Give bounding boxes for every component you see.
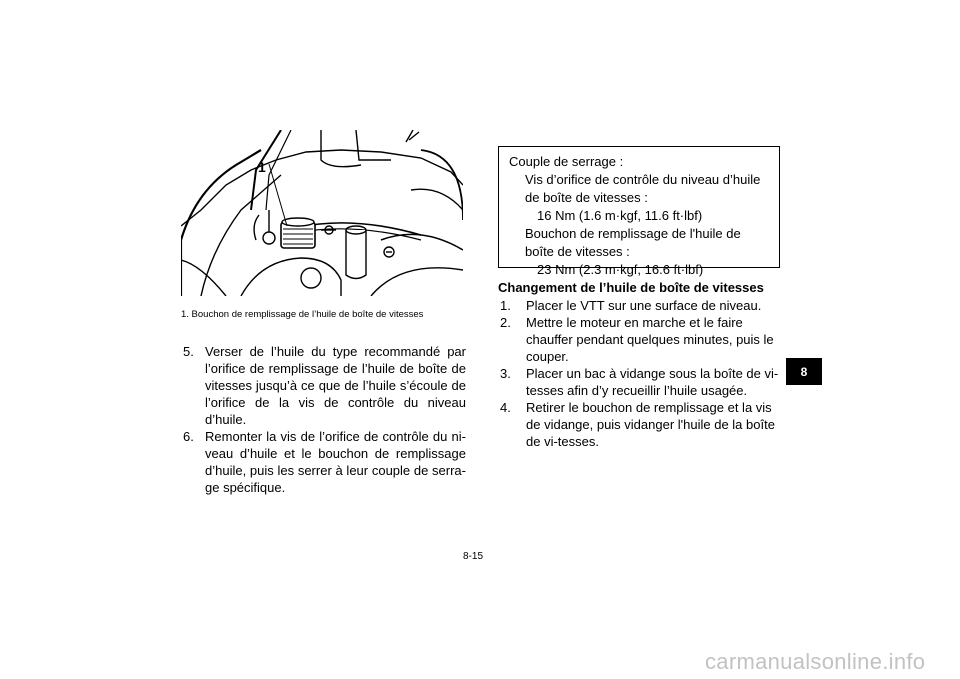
figure-callout-number: 1	[258, 159, 266, 175]
step-number: 4.	[500, 400, 511, 415]
step-text: Remonter la vis de l’orifice de contrôle du ni-veau d’huile et le bouchon de remplissage d’huile, puis les serrer à leur couple de serra-ge spécifique.	[205, 429, 466, 495]
left-steps-list	[183, 343, 466, 496]
step-text: Verser de l’huile du type recommandé par l’orifice de remplissage de l’huile de boîte de vitesses jusqu’à ce que de l’huile s’écoule de l’orifice de la vis de contrôle du niveau d’huile.	[205, 344, 466, 427]
step-number: 1.	[500, 298, 511, 313]
step-4	[500, 399, 784, 450]
step-6	[183, 428, 466, 496]
section-title: Changement de l’huile de boîte de vitesses	[498, 280, 764, 295]
step-text: Mettre le moteur en marche et le faire chauffer pendant quelques minutes, puis le couper.	[526, 315, 774, 364]
step-2	[500, 314, 784, 365]
step-text: Retirer le bouchon de remplissage et la vis de vidange, puis vidanger l'huile de la boîte de vi-tesses.	[526, 400, 775, 449]
step-1	[500, 297, 784, 314]
step-text: Placer un bac à vidange sous la boîte de vi-tesses afin d’y recueillir l’huile usagée.	[526, 366, 779, 398]
spec-title: Couple de serrage :	[509, 154, 624, 169]
watermark: carmanualsonline.info	[705, 649, 926, 674]
step-number: 3.	[500, 366, 511, 381]
chapter-tab: 8	[786, 358, 822, 385]
spec-item2-value: 23 Nm (2.3 m·kgf, 16.6 ft·lbf)	[537, 262, 704, 277]
step-number: 2.	[500, 315, 511, 330]
engine-illustration	[181, 130, 463, 296]
page-number: 8-15	[463, 551, 484, 562]
spec-item1-label: Vis d’orifice de contrôle du niveau d’huile de boîte de vitesses :	[525, 172, 761, 205]
right-steps-list	[500, 297, 784, 450]
step-5	[183, 343, 466, 428]
step-number: 5.	[183, 344, 194, 359]
step-text: Placer le VTT sur une surface de niveau.	[526, 298, 762, 313]
torque-spec-box	[498, 146, 780, 277]
figure-caption: 1. Bouchon de remplissage de l’huile de boîte de vitesses	[181, 309, 424, 320]
spec-item2-label: Bouchon de remplissage de l'huile de boîte de vitesses :	[525, 226, 741, 259]
step-number: 6.	[183, 429, 194, 444]
spec-item1-value: 16 Nm (1.6 m·kgf, 11.6 ft·lbf)	[537, 208, 703, 223]
step-3	[500, 365, 784, 399]
